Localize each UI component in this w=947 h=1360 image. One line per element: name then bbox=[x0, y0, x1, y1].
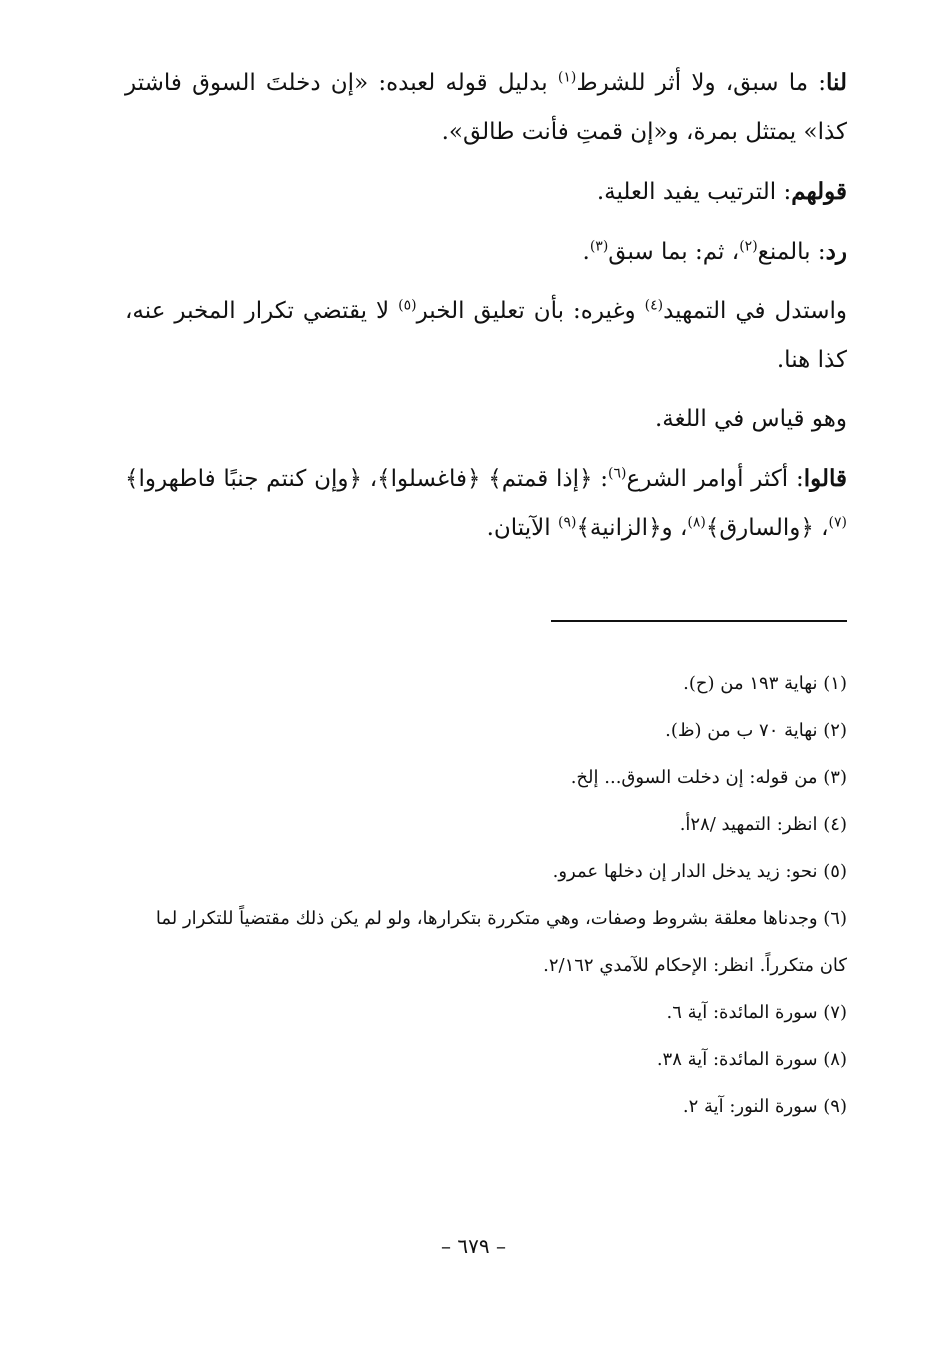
footnote-1: (١) نهاية ١٩٣ من (ح). bbox=[683, 673, 847, 694]
footnote-ref: (٩) bbox=[557, 514, 577, 531]
footnote-5: (٥) نحو: زيد يدخل الدار إن دخلها عمرو. bbox=[552, 861, 847, 882]
paragraph-text: ، ثم: بما سبق bbox=[608, 239, 740, 265]
footnote-ref: (١) bbox=[557, 69, 577, 86]
paragraph-lana bbox=[125, 58, 847, 157]
paragraph-text: : ﴿إذا قمتم﴾ ﴿فاغسلوا﴾، ﴿وإن كنتم جنبًا فاطهروا﴾ bbox=[125, 466, 609, 492]
footnote-ref: (٣) bbox=[589, 238, 609, 255]
paragraph-text: واستدل في التمهيد bbox=[663, 298, 848, 324]
paragraph-text: الآيتان. bbox=[486, 515, 558, 541]
footnote-7: (٧) سورة المائدة: آية ٦. bbox=[666, 1002, 847, 1023]
footnote-ref: (٧) bbox=[828, 514, 847, 531]
footnote-ref: (٦) bbox=[608, 465, 627, 482]
paragraph-text: وهو قياس في اللغة. bbox=[655, 406, 847, 432]
paragraph-lead: قالوا bbox=[803, 465, 847, 492]
paragraph-text: : الترتيب يفيد العلية. bbox=[596, 179, 792, 205]
paragraph-text: : أكثر أوامر الشرع bbox=[626, 466, 804, 492]
paragraph-radd bbox=[125, 227, 847, 277]
paragraph-qawluhum bbox=[125, 167, 847, 217]
paragraph-lead: لنا bbox=[826, 69, 847, 96]
footnote-separator bbox=[551, 620, 847, 622]
paragraph-text: ، و﴿الزانية﴾ bbox=[576, 515, 688, 541]
paragraph-text: : بالمنع bbox=[757, 239, 826, 265]
footnote-2: (٢) نهاية ٧٠ ب من (ظ). bbox=[665, 720, 847, 741]
paragraph-lead: رد bbox=[825, 238, 847, 265]
paragraph-text: . bbox=[582, 239, 590, 265]
footnote-ref: (٨) bbox=[687, 514, 706, 531]
paragraph-text: ، ﴿والسارق﴾ bbox=[705, 515, 829, 541]
paragraph-text: وغيره: بأن تعليق الخبر bbox=[416, 298, 645, 324]
paragraph-istadalla bbox=[125, 287, 847, 385]
footnote-ref: (٥) bbox=[398, 297, 417, 314]
footnote-9: (٩) سورة النور: آية ٢. bbox=[682, 1096, 847, 1117]
paragraph-qalu bbox=[125, 454, 847, 553]
page-number: – ٦٧٩ – bbox=[441, 1234, 506, 1258]
paragraph-text: لا يقتضي تكرار المخبر عنه، كذا هنا. bbox=[125, 298, 847, 373]
paragraph-lead: قولهم bbox=[791, 178, 847, 205]
footnote-ref: (٤) bbox=[644, 297, 664, 314]
footnotes bbox=[125, 660, 847, 1130]
footnote-ref: (٢) bbox=[739, 238, 758, 255]
paragraph-text: بدليل قوله لعبده: «إن دخلتَ السوق فاشتر كذا» يمتثل بمرة، و«إن قمتِ فأنت طالق». bbox=[125, 70, 847, 145]
footnote-6: (٦) وجدناها معلقة بشروط وصفات، وهي متكررة بتكرارها، ولو لم يكن ذلك مقتضياً للتكرار لما كان متكرراً. انظر: الإحكام للآمدي ٢/١٦٢. bbox=[155, 908, 847, 976]
footnote-8: (٨) سورة المائدة: آية ٣٨. bbox=[656, 1049, 847, 1070]
footnote-3: (٣) من قوله: إن دخلت السوق... إلخ. bbox=[570, 767, 847, 788]
main-text bbox=[125, 58, 847, 553]
footnote-4: (٤) انظر: التمهيد /٢٨أ. bbox=[679, 814, 847, 835]
paragraph-text: : ما سبق، ولا أثر للشرط bbox=[576, 70, 827, 96]
paragraph-qiyas bbox=[125, 395, 847, 444]
